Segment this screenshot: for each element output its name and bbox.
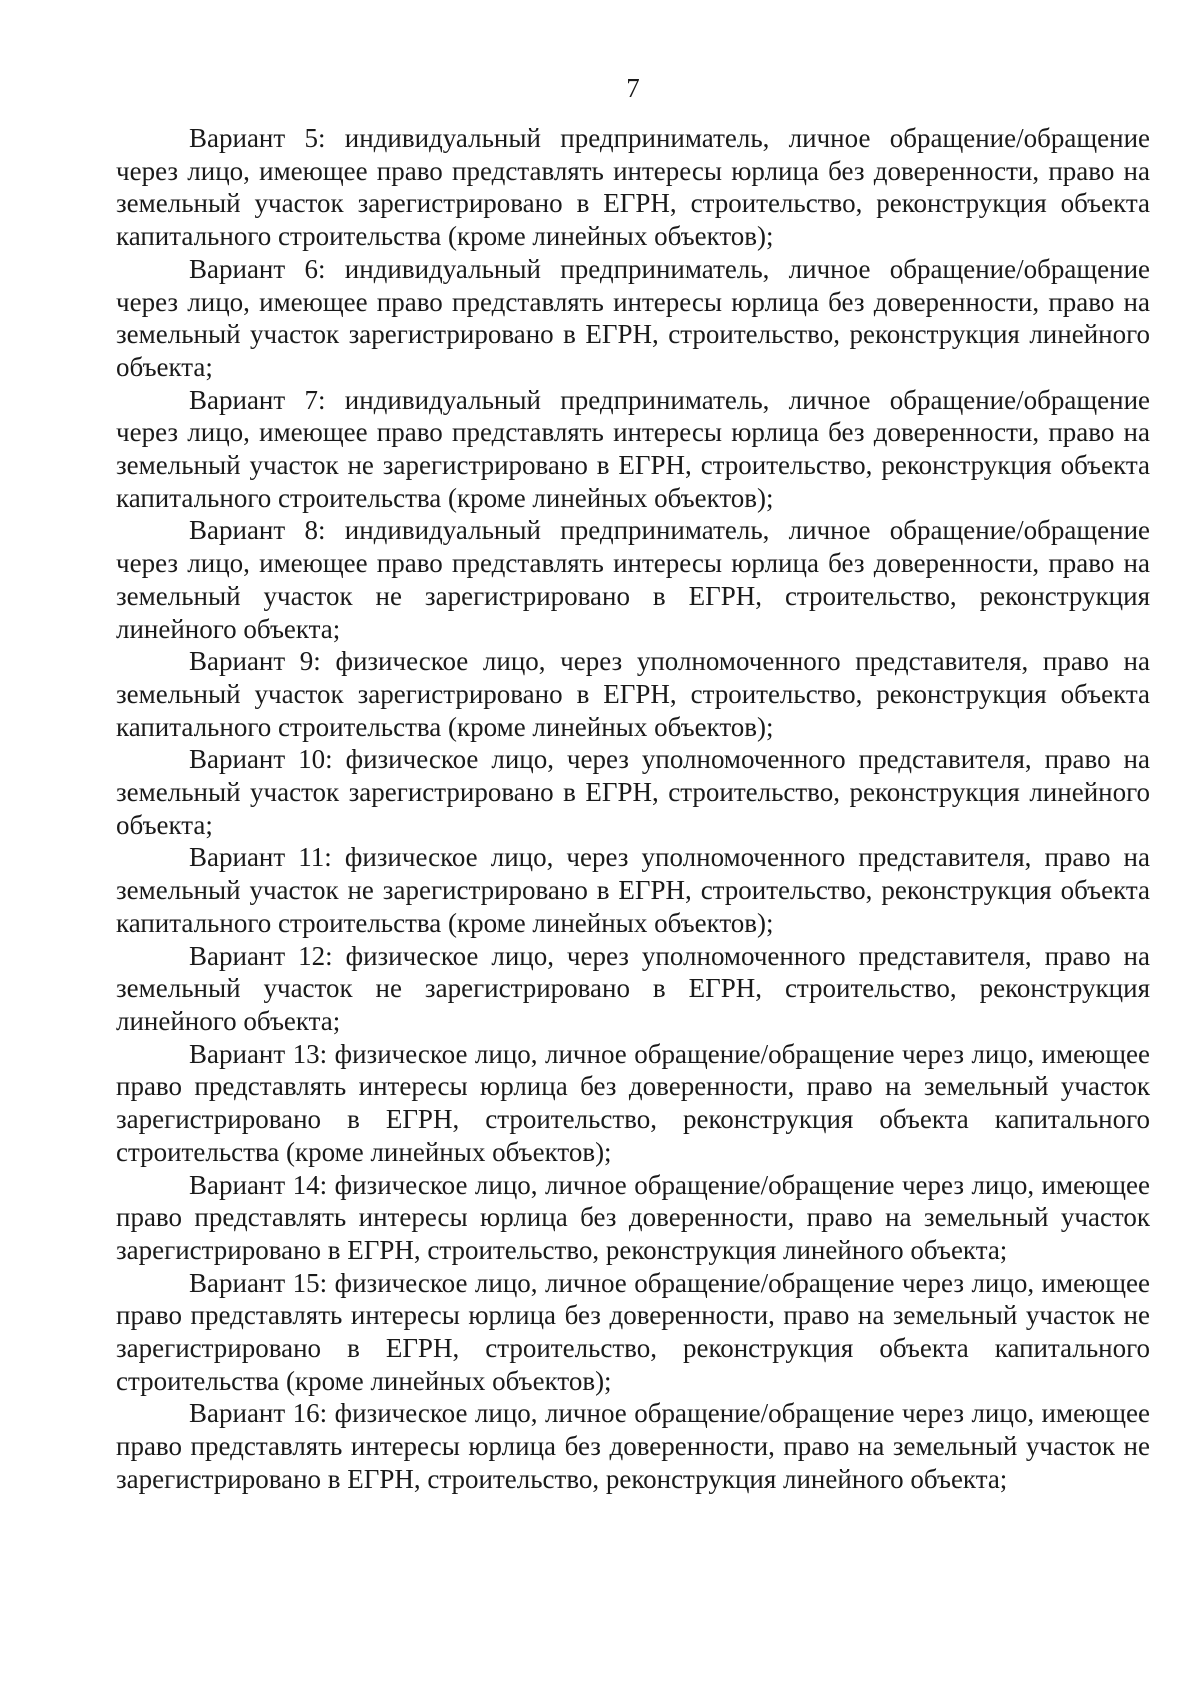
- variant-paragraph-13: Вариант 13: физическое лицо, личное обращение/обращение через лицо, имеющее право представлять интересы юрлица без доверенности, право на земельный участок зарегистрировано в ЕГРН, строительство, реконструкция объекта капитального строительства (кроме линейных объектов);: [116, 1038, 1150, 1167]
- variant-paragraph-9: Вариант 9: физическое лицо, через уполномоченного представителя, право на земельный участок зарегистрировано в ЕГРН, строительство, реконструкция объекта капитального строительства (кроме линейных объектов);: [116, 646, 1150, 742]
- variant-paragraph-7: Вариант 7: индивидуальный предприниматель, личное обращение/обращение через лицо, имеющее право представлять интересы юрлица без доверенности, право на земельный участок не зарегистрировано в ЕГРН, строительство, реконструкция объекта капитального строительства (кроме линейных объектов);: [116, 384, 1150, 513]
- variant-paragraph-8: Вариант 8: индивидуальный предприниматель, личное обращение/обращение через лицо, имеющее право представлять интересы юрлица без доверенности, право на земельный участок не зарегистрировано в ЕГРН, строительство, реконструкция линейного объекта;: [116, 515, 1150, 644]
- variant-paragraph-16: Вариант 16: физическое лицо, личное обращение/обращение через лицо, имеющее право представлять интересы юрлица без доверенности, право на земельный участок не зарегистрировано в ЕГРН, строительство, реконструкция линейного объекта;: [116, 1398, 1150, 1494]
- page-number: 7: [626, 73, 640, 103]
- variant-paragraph-11: Вариант 11: физическое лицо, через уполномоченного представителя, право на земельный участок не зарегистрировано в ЕГРН, строительство, реконструкция объекта капитального строительства (кроме линейных объектов);: [116, 842, 1150, 938]
- variant-paragraph-5: Вариант 5: индивидуальный предприниматель, личное обращение/обращение через лицо, имеющее право представлять интересы юрлица без доверенности, право на земельный участок зарегистрировано в ЕГРН, строительство, реконструкция объекта капитального строительства (кроме линейных объектов);: [116, 123, 1150, 252]
- variant-paragraph-14: Вариант 14: физическое лицо, личное обращение/обращение через лицо, имеющее право представлять интересы юрлица без доверенности, право на земельный участок зарегистрировано в ЕГРН, строительство, реконструкция линейного объекта;: [116, 1169, 1150, 1265]
- variant-paragraph-15: Вариант 15: физическое лицо, личное обращение/обращение через лицо, имеющее право представлять интересы юрлица без доверенности, право на земельный участок не зарегистрировано в ЕГРН, строительство, реконструкция объекта капитального строительства (кроме линейных объектов);: [116, 1267, 1150, 1396]
- variant-paragraph-6: Вариант 6: индивидуальный предприниматель, личное обращение/обращение через лицо, имеющее право представлять интересы юрлица без доверенности, право на земельный участок зарегистрировано в ЕГРН, строительство, реконструкция линейного объекта;: [116, 253, 1150, 382]
- page-body: [116, 122, 1150, 1496]
- variant-paragraph-12: Вариант 12: физическое лицо, через уполномоченного представителя, право на земельный участок не зарегистрировано в ЕГРН, строительство, реконструкция линейного объекта;: [116, 940, 1150, 1036]
- variant-paragraph-10: Вариант 10: физическое лицо, через уполномоченного представителя, право на земельный участок зарегистрировано в ЕГРН, строительство, реконструкция линейного объекта;: [116, 744, 1150, 840]
